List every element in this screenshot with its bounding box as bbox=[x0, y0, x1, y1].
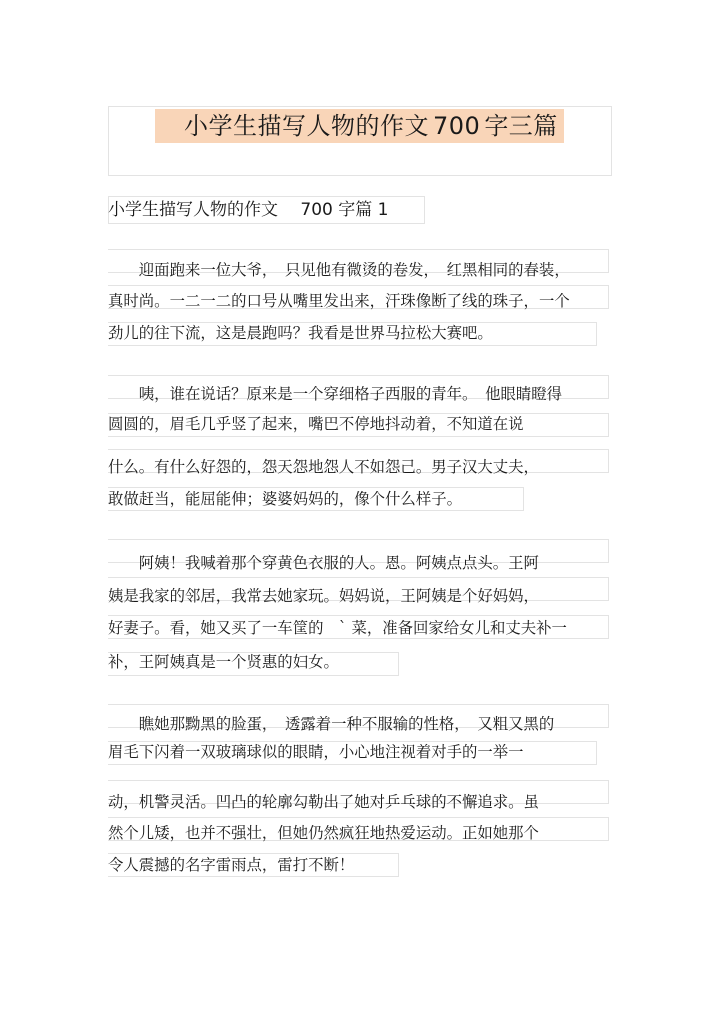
body-line: 然个儿矮，也并不强壮，但她仍然疯狂地热爱运动。正如她那个 bbox=[108, 824, 539, 842]
body-line: 令人震撼的名字雷雨点，雷打不断！ bbox=[108, 856, 355, 874]
body-line: 咦，谁在说话？原来是一个穿细格子西服的青年。 他眼睛瞪得 bbox=[108, 385, 563, 403]
body-line: 瞧她那黝黑的脸蛋， 透露着一种不服输的性格， 又粗又黑的 bbox=[108, 715, 555, 733]
title-suffix: 字三篇 bbox=[484, 112, 558, 140]
body-line: 敢做赶当，能屈能伸；婆婆妈妈的，像个什么样子。 bbox=[108, 490, 462, 508]
body-line: 好妻子。看，她又买了一车筐的 ` 菜，准备回家给女儿和丈夫补一 bbox=[108, 619, 567, 637]
body-line: 迎面跑来一位大爷， 只见他有微烫的卷发， 红黑相同的春装， bbox=[108, 261, 570, 279]
body-line: 补，王阿姨真是一个贤惠的妇女。 bbox=[108, 653, 339, 671]
section-heading: 小学生描写人物的作文 700 字篇 1 bbox=[108, 200, 389, 220]
title-number: 700 bbox=[433, 112, 481, 140]
body-line: 阿姨！我喊着那个穿黄色衣服的人。恩。阿姨点点头。王阿 bbox=[108, 554, 539, 572]
body-line: 劲儿的往下流，这是晨跑吗？我看是世界马拉松大赛吧。 bbox=[108, 324, 493, 342]
body-line: 圆圆的，眉毛几乎竖了起来，嘴巴不停地抖动着，不知道在说 bbox=[108, 415, 524, 433]
body-line: 什么。有什么好怨的，怨天怨地怨人不如怨己。男子汉大丈夫， bbox=[108, 458, 539, 476]
body-line: 姨是我家的邻居，我常去她家玩。妈妈说，王阿姨是个好妈妈， bbox=[108, 587, 539, 605]
body-line: 眉毛下闪着一双玻璃球似的眼睛，小心地注视着对手的一举一 bbox=[108, 743, 524, 761]
body-line: 动，机警灵活。凹凸的轮廓勾勒出了她对乒乓球的不懈追求。虽 bbox=[108, 793, 539, 811]
page-title bbox=[184, 107, 558, 145]
body-line: 真时尚。一二一二的口号从嘴里发出来，汗珠像断了线的珠子，一个 bbox=[108, 292, 570, 310]
title-text: 小学生描写人物的作文 bbox=[184, 112, 429, 140]
